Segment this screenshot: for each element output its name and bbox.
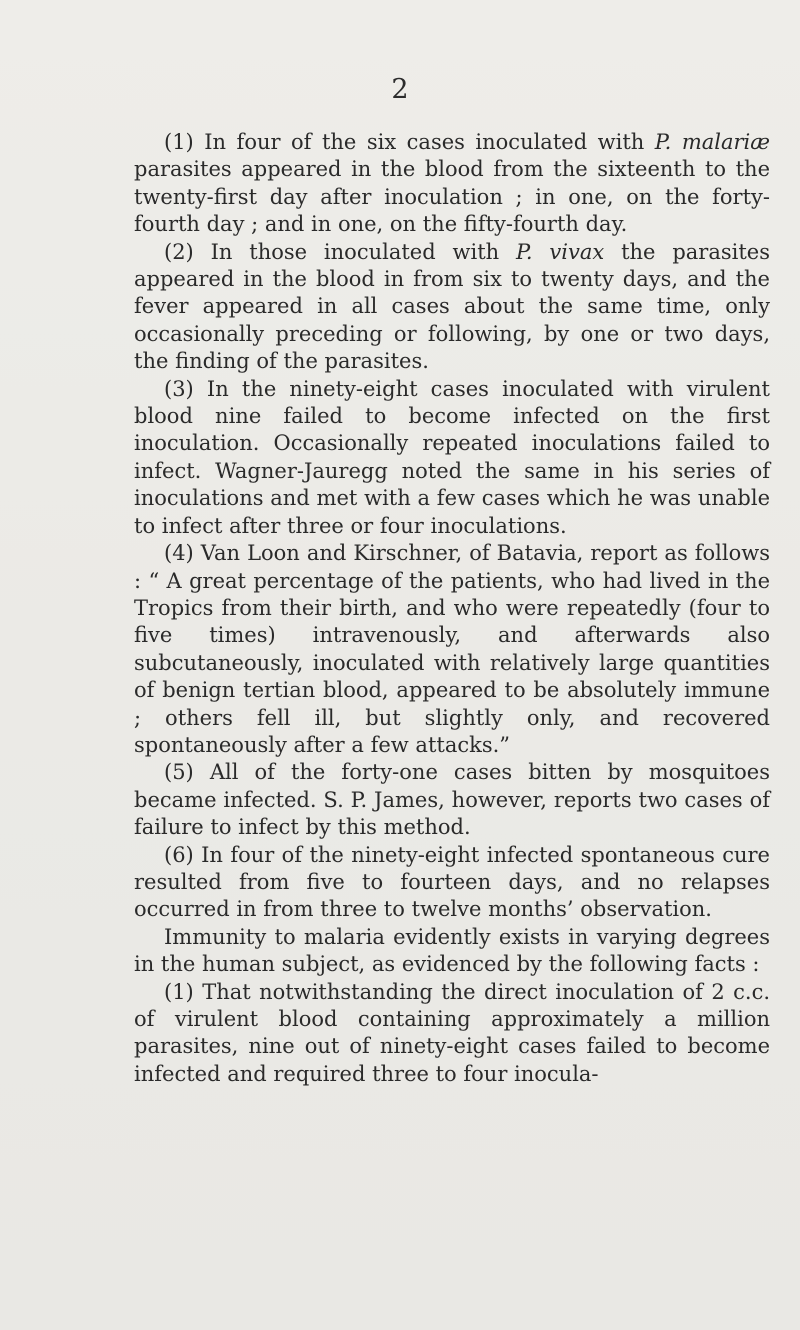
paragraph-1 bbox=[134, 129, 770, 239]
paragraph-6 bbox=[134, 842, 770, 924]
paragraph-number: (2) bbox=[164, 239, 194, 264]
italic-species-name: P. malariæ bbox=[654, 130, 771, 154]
italic-species-name: P. vivax bbox=[516, 239, 605, 264]
text-segment: Immunity to malaria evidently exists in varying degrees in the human subject, as evidenced by the following facts : bbox=[134, 924, 770, 977]
text-segment: the parasites appeared in the blood in from six to twenty days, and the fever appeared in all cases about the same time, only occasionally preceding or following, by one or two days, the finding of the parasites. bbox=[134, 239, 770, 374]
paragraph-2 bbox=[134, 239, 770, 376]
body-text bbox=[134, 129, 770, 1088]
paragraph-number: (1) bbox=[164, 979, 194, 1004]
paragraph-number: (6) bbox=[164, 842, 194, 867]
text-segment: parasites appeared in the blood from the sixteenth to the twenty-first day after inoculation ; in one, on the forty-fourth day ; and in one, on the fifty-fourth day. bbox=[134, 157, 770, 237]
page-number: 2 bbox=[391, 74, 409, 105]
paragraph-number: (4) bbox=[164, 541, 194, 566]
paragraph-number: (1) bbox=[164, 130, 194, 154]
text-segment: That notwithstanding the direct inoculation of 2 c.c. of virulent blood containing approximately a million parasites, nine out of ninety-eight cases failed to become infected and required three to four inocula- bbox=[134, 979, 770, 1086]
paragraph-7 bbox=[134, 979, 770, 1089]
text-segment: In four of the six cases inoculated with bbox=[193, 130, 655, 154]
paragraph-number: (5) bbox=[164, 760, 194, 785]
text-segment: In four of the ninety-eight infected spontaneous cure resulted from five to fourteen days, and no relapses occurred in from three to twelve months’ observation. bbox=[134, 842, 770, 922]
paragraph-number: (3) bbox=[164, 376, 194, 401]
paragraph-3 bbox=[134, 376, 770, 540]
paragraph-4 bbox=[134, 540, 770, 759]
text-segment: Van Loon and Kirschner, of Batavia, report as follows : “ A great percentage of the patients, who had lived in the Tropics from their birth, and who were repeatedly (four to five times) intravenously, and afterwards also subcutaneously, inoculated with relatively large quantities of benign tertian blood, appeared to be absolutely immune ; others fell ill, but slightly only, and recovered spontaneously after a few attacks.” bbox=[134, 541, 770, 757]
paragraph-5 bbox=[134, 759, 770, 841]
text-segment: In the ninety-eight cases inoculated with virulent blood nine failed to become infected on the first inoculation. Occasionally repeated inoculations failed to infect. Wagner-Jauregg noted the same in his series of inoculations and met with a few cases which he was unable to infect after three or four inoculations. bbox=[134, 376, 770, 538]
paragraph-immunity bbox=[134, 924, 770, 979]
text-segment: In those inoculated with bbox=[193, 239, 517, 264]
text-segment: All of the forty-one cases bitten by mosquitoes became infected. S. P. James, however, reports two cases of failure to infect by this method. bbox=[134, 760, 770, 840]
